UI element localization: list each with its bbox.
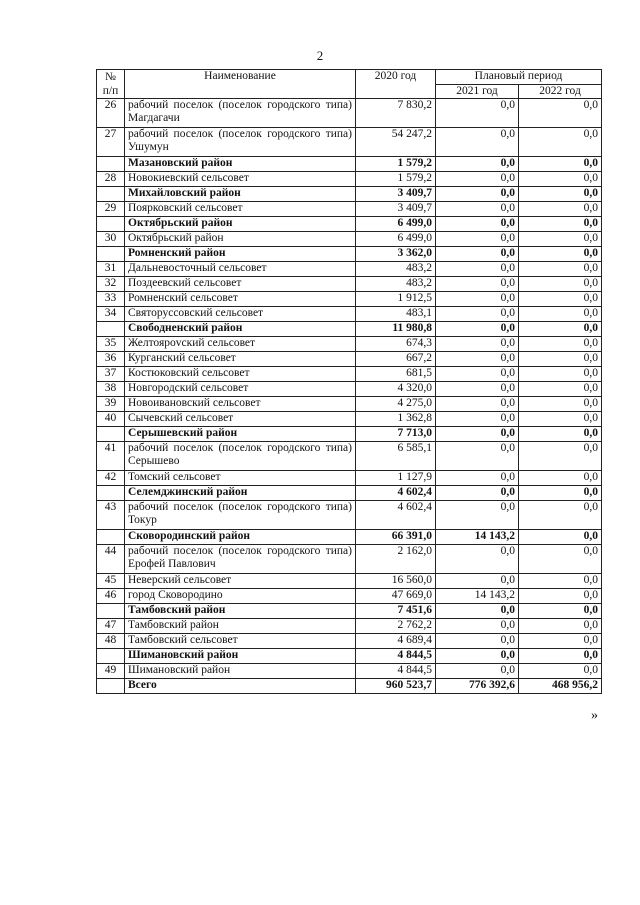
row-number: 29 bbox=[97, 202, 125, 217]
row-value-2020: 1 912,5 bbox=[356, 292, 436, 307]
row-name: Святоруссовский сельсовет bbox=[125, 307, 356, 322]
row-number bbox=[97, 217, 125, 232]
row-value-2021: 0,0 bbox=[436, 634, 519, 649]
row-name: рабочий поселок (поселок городского типа) Серышево bbox=[125, 442, 356, 471]
row-number bbox=[97, 604, 125, 619]
row-value-2022: 468 956,2 bbox=[519, 679, 602, 694]
row-value-2020: 1 362,8 bbox=[356, 412, 436, 427]
row-number: 31 bbox=[97, 262, 125, 277]
row-number: 45 bbox=[97, 574, 125, 589]
row-value-2020: 960 523,7 bbox=[356, 679, 436, 694]
row-value-2021: 0,0 bbox=[436, 322, 519, 337]
row-value-2020: 3 409,7 bbox=[356, 187, 436, 202]
row-value-2021: 0,0 bbox=[436, 619, 519, 634]
row-number bbox=[97, 427, 125, 442]
district-total-row bbox=[97, 649, 602, 664]
district-total-row bbox=[97, 217, 602, 232]
row-name: рабочий поселок (поселок городского типа) Ушумун bbox=[125, 128, 356, 157]
row-value-2020: 7 830,2 bbox=[356, 99, 436, 128]
district-total-row bbox=[97, 530, 602, 545]
row-value-2021: 0,0 bbox=[436, 604, 519, 619]
row-value-2022: 0,0 bbox=[519, 397, 602, 412]
row-value-2020: 681,5 bbox=[356, 367, 436, 382]
row-value-2022: 0,0 bbox=[519, 634, 602, 649]
row-number: 30 bbox=[97, 232, 125, 247]
row-value-2021: 0,0 bbox=[436, 397, 519, 412]
table-row bbox=[97, 545, 602, 574]
row-name: Тамбовский район bbox=[125, 619, 356, 634]
row-value-2020: 667,2 bbox=[356, 352, 436, 367]
header-planned-period: Плановый период bbox=[436, 70, 602, 85]
row-name: Желтоярovский сельсовет bbox=[125, 337, 356, 352]
row-name: Костюковский сельсовет bbox=[125, 367, 356, 382]
table-row bbox=[97, 442, 602, 471]
row-value-2022: 0,0 bbox=[519, 322, 602, 337]
row-value-2021: 0,0 bbox=[436, 128, 519, 157]
row-value-2020: 674,3 bbox=[356, 337, 436, 352]
row-number bbox=[97, 486, 125, 501]
row-value-2022: 0,0 bbox=[519, 352, 602, 367]
row-name: Курганский сельсовет bbox=[125, 352, 356, 367]
row-value-2020: 4 320,0 bbox=[356, 382, 436, 397]
row-number bbox=[97, 530, 125, 545]
row-value-2020: 483,1 bbox=[356, 307, 436, 322]
row-value-2022: 0,0 bbox=[519, 217, 602, 232]
row-value-2020: 7 451,6 bbox=[356, 604, 436, 619]
row-value-2022: 0,0 bbox=[519, 427, 602, 442]
row-name: Серышевский район bbox=[125, 427, 356, 442]
row-value-2022: 0,0 bbox=[519, 604, 602, 619]
row-number: 38 bbox=[97, 382, 125, 397]
row-number: 46 bbox=[97, 589, 125, 604]
row-value-2021: 0,0 bbox=[436, 247, 519, 262]
header-name: Наименование bbox=[125, 70, 356, 99]
row-name: Шимановский район bbox=[125, 649, 356, 664]
header-num: № п/п bbox=[97, 70, 125, 99]
row-value-2020: 7 713,0 bbox=[356, 427, 436, 442]
row-value-2021: 0,0 bbox=[436, 99, 519, 128]
row-value-2020: 4 689,4 bbox=[356, 634, 436, 649]
row-value-2022: 0,0 bbox=[519, 471, 602, 486]
row-value-2020: 16 560,0 bbox=[356, 574, 436, 589]
row-value-2021: 0,0 bbox=[436, 277, 519, 292]
row-value-2020: 4 602,4 bbox=[356, 501, 436, 530]
row-name: Ромненский район bbox=[125, 247, 356, 262]
table-row bbox=[97, 382, 602, 397]
row-value-2020: 2 762,2 bbox=[356, 619, 436, 634]
row-number: 43 bbox=[97, 501, 125, 530]
row-number: 27 bbox=[97, 128, 125, 157]
table-row bbox=[97, 292, 602, 307]
row-value-2021: 776 392,6 bbox=[436, 679, 519, 694]
row-value-2021: 14 143,2 bbox=[436, 530, 519, 545]
table-row bbox=[97, 412, 602, 427]
row-value-2020: 6 585,1 bbox=[356, 442, 436, 471]
row-number: 32 bbox=[97, 277, 125, 292]
row-name: Томский сельсовет bbox=[125, 471, 356, 486]
row-value-2020: 1 579,2 bbox=[356, 172, 436, 187]
row-value-2020: 11 980,8 bbox=[356, 322, 436, 337]
row-name: рабочий поселок (поселок городского типа) Токур bbox=[125, 501, 356, 530]
row-value-2021: 0,0 bbox=[436, 337, 519, 352]
row-number: 42 bbox=[97, 471, 125, 486]
row-number: 44 bbox=[97, 545, 125, 574]
row-number: 37 bbox=[97, 367, 125, 382]
row-number bbox=[97, 247, 125, 262]
row-value-2022: 0,0 bbox=[519, 292, 602, 307]
row-number: 49 bbox=[97, 664, 125, 679]
table-row bbox=[97, 397, 602, 412]
row-value-2021: 0,0 bbox=[436, 367, 519, 382]
row-value-2022: 0,0 bbox=[519, 589, 602, 604]
row-value-2021: 0,0 bbox=[436, 292, 519, 307]
row-value-2021: 0,0 bbox=[436, 412, 519, 427]
row-value-2021: 0,0 bbox=[436, 649, 519, 664]
row-value-2021: 0,0 bbox=[436, 217, 519, 232]
row-value-2022: 0,0 bbox=[519, 649, 602, 664]
row-value-2021: 0,0 bbox=[436, 187, 519, 202]
row-number: 35 bbox=[97, 337, 125, 352]
row-value-2020: 6 499,0 bbox=[356, 232, 436, 247]
row-name: Поздеевский сельсовет bbox=[125, 277, 356, 292]
district-total-row bbox=[97, 486, 602, 501]
row-value-2022: 0,0 bbox=[519, 277, 602, 292]
row-name: Мазановский район bbox=[125, 157, 356, 172]
closing-quote: » bbox=[591, 708, 598, 723]
row-name: город Сковородино bbox=[125, 589, 356, 604]
row-value-2022: 0,0 bbox=[519, 574, 602, 589]
row-value-2022: 0,0 bbox=[519, 307, 602, 322]
row-name: Сычевский сельсовет bbox=[125, 412, 356, 427]
table-body bbox=[97, 99, 602, 694]
table-row bbox=[97, 202, 602, 217]
row-value-2022: 0,0 bbox=[519, 337, 602, 352]
row-value-2022: 0,0 bbox=[519, 367, 602, 382]
row-value-2021: 0,0 bbox=[436, 262, 519, 277]
table-row bbox=[97, 501, 602, 530]
table-row bbox=[97, 574, 602, 589]
district-total-row bbox=[97, 157, 602, 172]
table-row bbox=[97, 307, 602, 322]
row-value-2021: 0,0 bbox=[436, 307, 519, 322]
row-value-2022: 0,0 bbox=[519, 172, 602, 187]
row-value-2020: 4 844,5 bbox=[356, 649, 436, 664]
row-value-2022: 0,0 bbox=[519, 486, 602, 501]
table-row bbox=[97, 128, 602, 157]
header-2020: 2020 год bbox=[356, 70, 436, 99]
row-value-2022: 0,0 bbox=[519, 545, 602, 574]
row-name: Ромненский сельсовет bbox=[125, 292, 356, 307]
row-name: Всего bbox=[125, 679, 356, 694]
district-total-row bbox=[97, 427, 602, 442]
row-number: 41 bbox=[97, 442, 125, 471]
row-name: Поярковский сельсовет bbox=[125, 202, 356, 217]
row-value-2021: 0,0 bbox=[436, 471, 519, 486]
row-value-2020: 4 602,4 bbox=[356, 486, 436, 501]
row-value-2022: 0,0 bbox=[519, 232, 602, 247]
page-number: 2 bbox=[316, 48, 324, 63]
row-value-2021: 0,0 bbox=[436, 382, 519, 397]
row-value-2020: 4 275,0 bbox=[356, 397, 436, 412]
row-value-2022: 0,0 bbox=[519, 412, 602, 427]
row-value-2022: 0,0 bbox=[519, 247, 602, 262]
row-value-2020: 1 127,9 bbox=[356, 471, 436, 486]
row-value-2021: 0,0 bbox=[436, 501, 519, 530]
row-value-2022: 0,0 bbox=[519, 157, 602, 172]
row-value-2020: 6 499,0 bbox=[356, 217, 436, 232]
row-value-2022: 0,0 bbox=[519, 619, 602, 634]
row-name: Свободненский район bbox=[125, 322, 356, 337]
row-value-2022: 0,0 bbox=[519, 202, 602, 217]
row-value-2021: 0,0 bbox=[436, 427, 519, 442]
row-number: 28 bbox=[97, 172, 125, 187]
row-number: 39 bbox=[97, 397, 125, 412]
row-value-2020: 3 362,0 bbox=[356, 247, 436, 262]
row-value-2021: 14 143,2 bbox=[436, 589, 519, 604]
table-row bbox=[97, 634, 602, 649]
row-value-2022: 0,0 bbox=[519, 99, 602, 128]
row-value-2021: 0,0 bbox=[436, 545, 519, 574]
district-total-row bbox=[97, 187, 602, 202]
row-number: 36 bbox=[97, 352, 125, 367]
table-row bbox=[97, 99, 602, 128]
table-row bbox=[97, 277, 602, 292]
row-value-2021: 0,0 bbox=[436, 157, 519, 172]
row-number: 26 bbox=[97, 99, 125, 128]
row-name: Октябрьский район bbox=[125, 217, 356, 232]
table-row bbox=[97, 337, 602, 352]
row-value-2021: 0,0 bbox=[436, 232, 519, 247]
row-name: Михайловский район bbox=[125, 187, 356, 202]
budget-table bbox=[96, 69, 602, 694]
row-number bbox=[97, 679, 125, 694]
row-value-2022: 0,0 bbox=[519, 442, 602, 471]
row-name: Новокиевский сельсовет bbox=[125, 172, 356, 187]
row-number bbox=[97, 322, 125, 337]
table-row bbox=[97, 352, 602, 367]
row-number bbox=[97, 187, 125, 202]
row-name: Неверский сельсовет bbox=[125, 574, 356, 589]
table-row bbox=[97, 262, 602, 277]
row-number: 47 bbox=[97, 619, 125, 634]
row-value-2021: 0,0 bbox=[436, 202, 519, 217]
row-value-2022: 0,0 bbox=[519, 501, 602, 530]
district-total-row bbox=[97, 322, 602, 337]
table-row bbox=[97, 172, 602, 187]
row-name: рабочий поселок (поселок городского типа) Магдагачи bbox=[125, 99, 356, 128]
row-name: Октябрьский район bbox=[125, 232, 356, 247]
row-name: рабочий поселок (поселок городского типа) Ерофей Павлович bbox=[125, 545, 356, 574]
row-name: Сковородинский район bbox=[125, 530, 356, 545]
row-name: Селемджинский район bbox=[125, 486, 356, 501]
row-value-2020: 483,2 bbox=[356, 262, 436, 277]
row-value-2020: 483,2 bbox=[356, 277, 436, 292]
row-value-2020: 4 844,5 bbox=[356, 664, 436, 679]
table-row bbox=[97, 589, 602, 604]
row-value-2020: 66 391,0 bbox=[356, 530, 436, 545]
row-name: Новгородский сельсовет bbox=[125, 382, 356, 397]
row-number: 33 bbox=[97, 292, 125, 307]
row-value-2022: 0,0 bbox=[519, 664, 602, 679]
header-2021: 2021 год bbox=[436, 85, 519, 99]
row-name: Новоивановский сельсовет bbox=[125, 397, 356, 412]
row-number: 48 bbox=[97, 634, 125, 649]
row-value-2020: 47 669,0 bbox=[356, 589, 436, 604]
row-value-2022: 0,0 bbox=[519, 382, 602, 397]
district-total-row bbox=[97, 604, 602, 619]
table-row bbox=[97, 367, 602, 382]
table-row bbox=[97, 664, 602, 679]
row-value-2021: 0,0 bbox=[436, 486, 519, 501]
row-value-2021: 0,0 bbox=[436, 172, 519, 187]
row-value-2020: 2 162,0 bbox=[356, 545, 436, 574]
row-value-2022: 0,0 bbox=[519, 530, 602, 545]
row-name: Дальневосточный сельсовет bbox=[125, 262, 356, 277]
district-total-row bbox=[97, 679, 602, 694]
row-name: Тамбовский район bbox=[125, 604, 356, 619]
row-value-2021: 0,0 bbox=[436, 442, 519, 471]
row-value-2022: 0,0 bbox=[519, 187, 602, 202]
row-value-2020: 1 579,2 bbox=[356, 157, 436, 172]
row-number: 34 bbox=[97, 307, 125, 322]
table-row bbox=[97, 619, 602, 634]
row-value-2020: 54 247,2 bbox=[356, 128, 436, 157]
row-number bbox=[97, 157, 125, 172]
header-2022: 2022 год bbox=[519, 85, 602, 99]
row-value-2022: 0,0 bbox=[519, 128, 602, 157]
table-row bbox=[97, 471, 602, 486]
district-total-row bbox=[97, 247, 602, 262]
row-number bbox=[97, 649, 125, 664]
row-value-2021: 0,0 bbox=[436, 574, 519, 589]
table-row bbox=[97, 232, 602, 247]
row-value-2022: 0,0 bbox=[519, 262, 602, 277]
row-name: Тамбовский сельсовет bbox=[125, 634, 356, 649]
row-value-2021: 0,0 bbox=[436, 352, 519, 367]
row-value-2021: 0,0 bbox=[436, 664, 519, 679]
row-value-2020: 3 409,7 bbox=[356, 202, 436, 217]
row-number: 40 bbox=[97, 412, 125, 427]
row-name: Шимановский район bbox=[125, 664, 356, 679]
